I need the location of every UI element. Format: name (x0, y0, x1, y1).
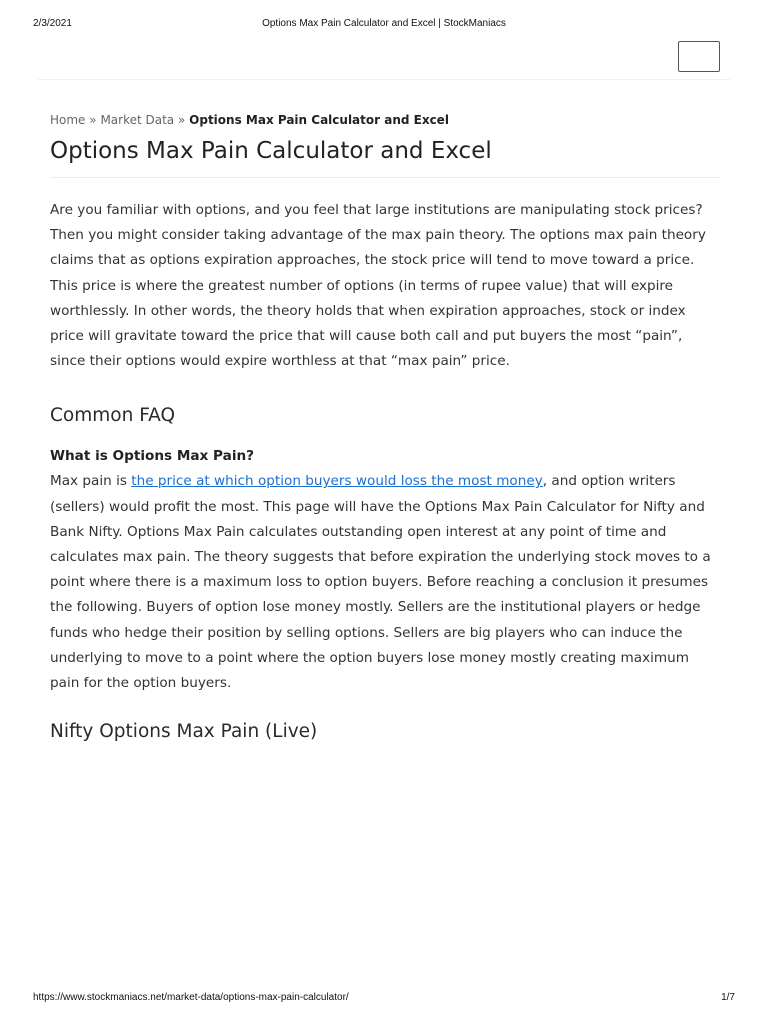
breadcrumb-separator: » (89, 113, 97, 127)
page-title: Options Max Pain Calculator and Excel (50, 135, 720, 178)
page-number: 1/7 (721, 992, 735, 1003)
breadcrumb (50, 110, 720, 130)
print-header (33, 18, 735, 32)
print-footer (33, 992, 735, 1006)
faq-question: What is Options Max Pain? (50, 448, 255, 465)
article-content (50, 110, 720, 746)
print-document-title: Options Max Pain Calculator and Excel | StockManiacs (262, 18, 506, 29)
print-url: https://www.stockmaniacs.net/market-data/options-max-pain-calculator/ (33, 992, 349, 1003)
breadcrumb-separator: » (177, 113, 186, 127)
intro-paragraph: Are you familiar with options, and you feel that large institutions are manipulating stock prices? Then you might consider taking advantage of the max pain theory. The options max pain theory claims that as options expiration approaches, the stock price will tend to move toward a price. This price is where the greatest number of options (in terms of rupee value) that will expire worthlessly. In other words, the theory holds that when expiration approaches, stock or index price will gravitate toward the price that will cause both call and put buyers the most “pain”, since their options would expire worthless at that “max pain” price. (50, 202, 706, 370)
print-date: 2/3/2021 (33, 18, 72, 29)
breadcrumb-home-link[interactable]: Home (50, 113, 86, 127)
breadcrumb-market-data-link[interactable]: Market Data (100, 113, 175, 127)
site-header (38, 41, 730, 80)
faq-answer-suffix: , and option writers (sellers) would profit the most. This page will have the Options Max Pain Calculator for Nifty and Bank Nifty. Options Max Pain calculates outstanding open interest at any point of time and calculates max pain. The theory suggests that before expiration the underlying stock moves to a point where there is a maximum loss to option buyers. Before reaching a conclusion it presumes the following. Buyers of option lose money mostly. Sellers are the institutional players or hedge funds who hedge their position by selling options. Sellers are big players who can induce the underlying to move to a point where the option buyers lose money mostly creating maximum pain for the option buyers. (50, 473, 711, 692)
faq-answer-prefix: Max pain is (50, 473, 132, 490)
faq-answer (50, 469, 720, 696)
menu-toggle-button[interactable] (678, 41, 720, 72)
faq-heading: Common FAQ (50, 405, 176, 427)
nifty-live-heading: Nifty Options Max Pain (Live) (50, 721, 318, 743)
max-pain-definition-link[interactable]: the price at which option buyers would loss the most money (131, 473, 543, 490)
breadcrumb-current: Options Max Pain Calculator and Excel (189, 113, 449, 127)
